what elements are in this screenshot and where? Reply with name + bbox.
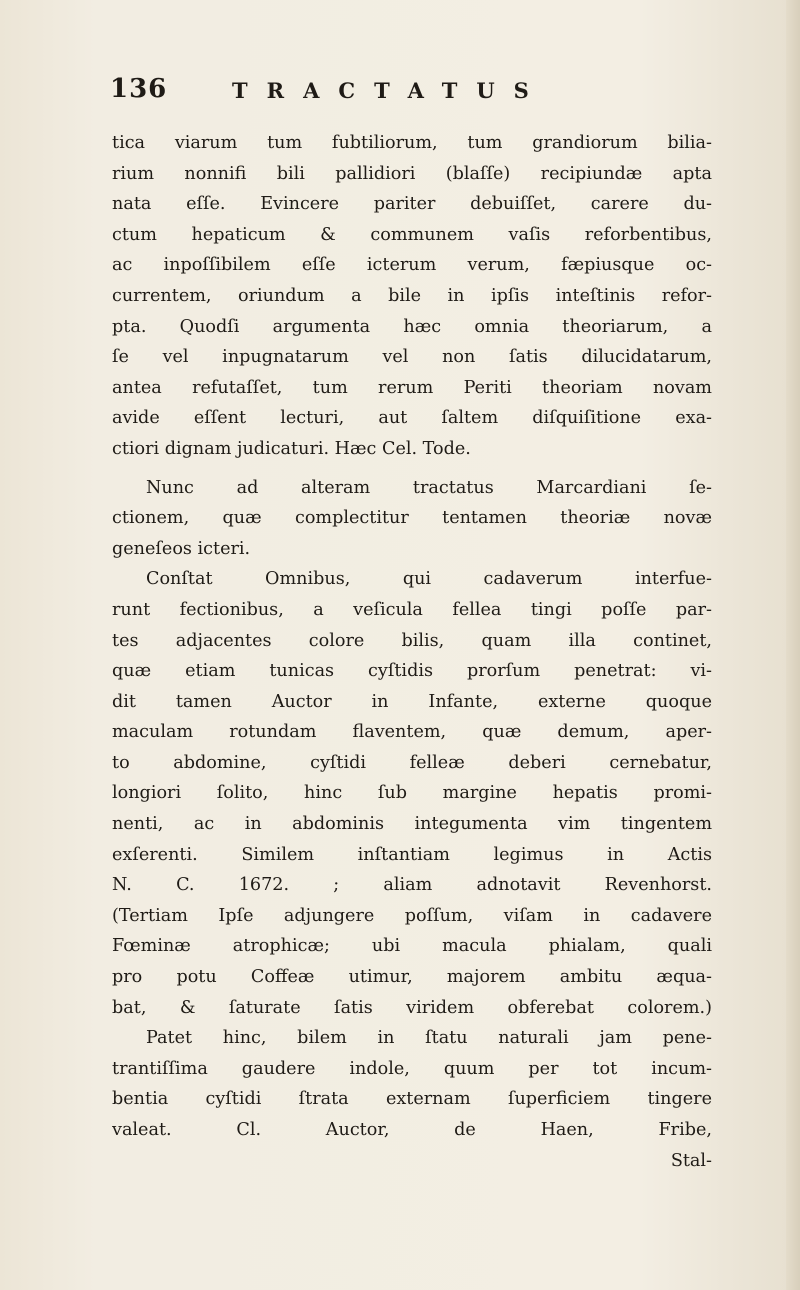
text-line: longiori ſolito, hinc ſub margine hepatis promi- <box>112 783 712 804</box>
text-line: ſe vel inpugnatarum vel non ſatis dilucidatarum, <box>112 347 712 368</box>
text-line: rium nonnifi bili pallidiori (blaſſe) recipiundæ apta <box>112 163 712 184</box>
paragraph-gap <box>112 465 712 473</box>
page-header <box>110 74 710 114</box>
text-line: tes adjacentes colore bilis, quam illa continet, <box>112 630 712 651</box>
text-line: nata eſſe. Evincere pariter debuiſſet, carere du- <box>112 194 712 215</box>
text-line: currentem, oriundum a bile in ipſis inteſtinis refor- <box>112 285 712 306</box>
text-line: quæ etiam tunicas cyſtidis prorſum penetrat: vi- <box>112 661 712 682</box>
text-line: (Tertiam Ipſe adjungere poſſum, viſam in cadavere <box>112 905 712 926</box>
text-line: trantiſſima gaudere indole, quum per tot incum- <box>112 1058 712 1079</box>
text-line: dit tamen Auctor in Infante, externe quoque <box>112 691 712 712</box>
text-line: bat, & ſaturate ſatis viridem obferebat colorem.) <box>112 997 712 1018</box>
text-line: N. C. 1672. ; aliam adnotavit Revenhorst. <box>112 875 712 896</box>
text-line: ctionem, quæ complectitur tentamen theoriæ novæ <box>112 508 712 529</box>
text-line: nenti, ac in abdominis integumenta vim tingentem <box>112 814 712 835</box>
text-line: geneſeos icteri. <box>112 538 251 559</box>
text-line: valeat. Cl. Auctor, de Haen, Fribe, <box>112 1120 712 1140</box>
text-line: maculam rotundam flaventem, quæ demum, aper- <box>112 722 712 743</box>
page-edge <box>786 0 800 1290</box>
text-line: ac inpoſſibilem eſſe icterum verum, fæpiusque oc- <box>112 255 712 276</box>
text-line: Conſtat Omnibus, qui cadaverum interfue- <box>146 569 712 590</box>
text-line: to abdomine, cyſtidi felleæ deberi cernebatur, <box>112 752 712 773</box>
text-line: tica viarum tum fubtiliorum, tum grandiorum bilia- <box>112 133 712 153</box>
text-line: Patet hinc, bilem in ſtatu naturali jam pene- <box>146 1028 712 1049</box>
text-line: exſerenti. Similem inſtantiam legimus in Actis <box>112 844 712 865</box>
text-line: antea refutaſſet, tum rerum Periti theoriam novam <box>112 377 712 398</box>
text-line: runt fectionibus, a veſicula fellea tingi poſſe par- <box>112 599 712 620</box>
text-line: pta. Quodſi argumenta hæc omnia theoriarum, a <box>112 316 712 337</box>
text-line: ctiori dignam judicaturi. Hæc Cel. Tode. <box>112 438 471 459</box>
text-line: Nunc ad alteram tractatus Marcardiani ſe- <box>146 477 712 498</box>
text-line: avide eſſent lecturi, aut ſaltem diſquiſitione exa- <box>112 408 712 429</box>
text-line: ctum hepaticum & communem vaſis reforbentibus, <box>112 224 712 245</box>
catchword: Stal- <box>670 1150 712 1171</box>
body-text <box>112 128 712 1176</box>
running-head: TRACTATUS <box>232 78 548 103</box>
page-number: 136 <box>110 74 168 104</box>
text-line: pro potu Coffeæ utimur, majorem ambitu æqua- <box>112 967 712 988</box>
text-line: Fœminæ atrophicæ; ubi macula phialam, quali <box>112 936 712 957</box>
text-line: bentia cyſtidi ſtrata externam ſuperficiem tingere <box>112 1089 712 1110</box>
